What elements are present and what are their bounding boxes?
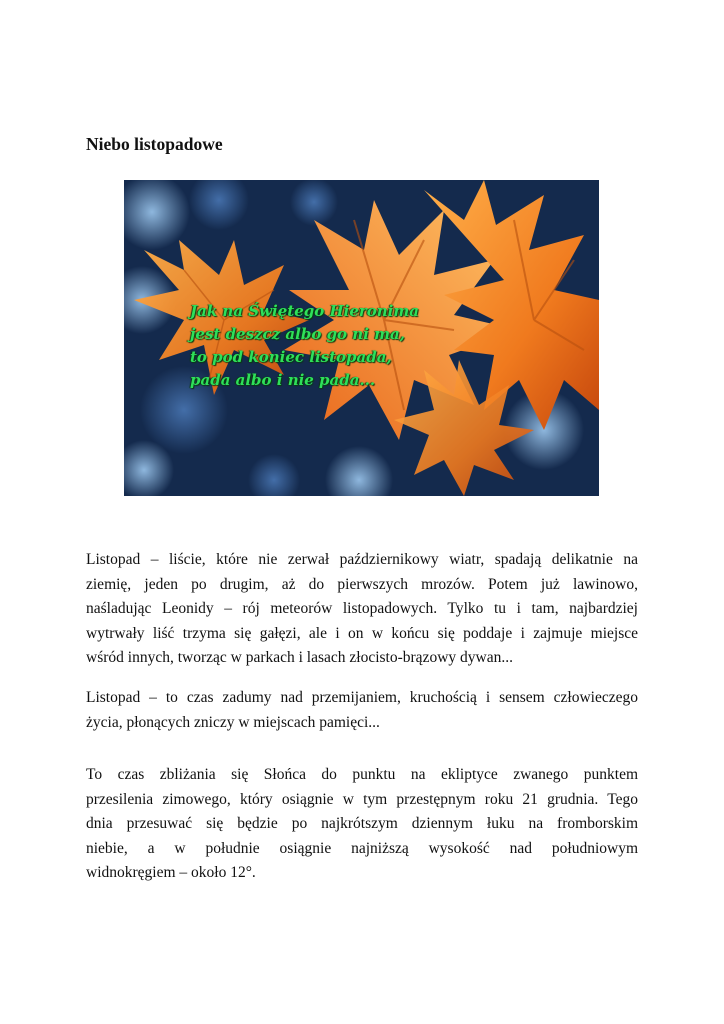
text-line: widnokręgiem – około 12°.: [86, 864, 256, 881]
paragraph-leaves: [86, 548, 638, 671]
text-line: dnia przesuwać się będzie po najkrótszym dziennym łuku na fromborskim: [86, 815, 638, 832]
text-line: Listopad – to czas zadumy nad przemijaniem, kruchością i sensem człowieczego: [86, 689, 638, 706]
poem-overlay: [190, 300, 419, 392]
poem-line: Jak na Świętego Hieronima: [190, 302, 419, 320]
paragraph-reflection: [86, 686, 638, 735]
poem-line: to pod koniec listopada,: [190, 348, 392, 366]
text-line: To czas zbliżania się Słońca do punktu na ekliptyce zwanego punktem: [86, 766, 638, 783]
paragraph-solstice: [86, 763, 638, 886]
poem-line: pada albo i nie pada...: [190, 371, 376, 389]
text-line: życia, płonących zniczy w miejscach pamięci...: [86, 713, 380, 731]
text-line: wśród innych, tworząc w parkach i lasach złocisto-brązowy dywan...: [86, 649, 513, 666]
text-line: ziemię, jeden po drugim, aż do pierwszych mrozów. Potem już lawinowo,: [86, 575, 638, 593]
text-line: wytrwały liść trzyma się gałęzi, ale i on w końcu się poddaje i zajmuje miejsce: [86, 624, 638, 642]
poem-line: jest deszcz albo go ni ma,: [190, 325, 405, 343]
text-line: naśladując Leonidy – rój meteorów listopadowych. Tylko tu i tam, najbardziej: [86, 600, 638, 617]
autumn-leaves-photo: [124, 180, 599, 496]
page-title: Niebo listopadowe: [86, 134, 223, 154]
text-line: niebie, a w południe osiągnie najniższą wysokość nad południowym: [86, 839, 638, 857]
text-line: Listopad – liście, które nie zerwał październikowy wiatr, spadają delikatnie na: [86, 551, 638, 568]
text-line: przesilenia zimowego, który osiągnie w tym przestępnym roku 21 grudnia. Tego: [86, 790, 638, 808]
